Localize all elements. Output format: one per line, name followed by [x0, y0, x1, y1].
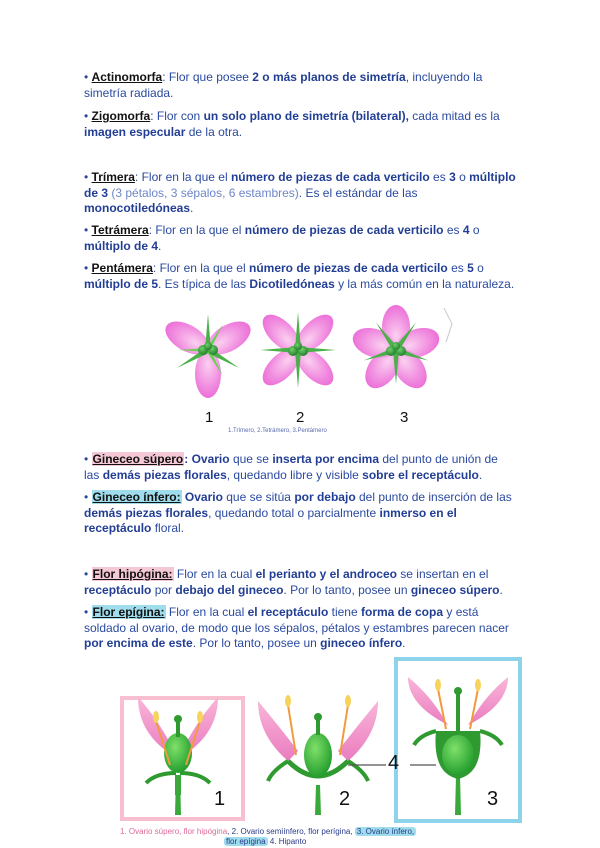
flower-pentamero — [349, 305, 452, 395]
figure2-label-2: 2 — [339, 788, 351, 810]
gineceo-infero-definition: • Gineceo ínfero: Ovario que se sitúa por debajo del punto de inserción de las demás piezas florales, quedando total o parcialmente inmerso en el receptáculo floral. — [84, 490, 512, 535]
figure2-caption-line2: flor epígina 4. Hipanto — [226, 837, 307, 846]
flor-hipogina-definition: • Flor hipógina: Flor en la cual el perianto y el androceo se insertan en el receptáculo por debajo del gineceo. Por lo tanto, posee un gineceo súpero. — [84, 567, 503, 597]
term-gineceo-supero: Gineceo súpero — [92, 452, 184, 466]
figure2-label-4: 4 — [388, 752, 400, 774]
gineceo-supero-definition: • Gineceo súpero: Ovario que se inserta por encima del punto de unión de las demás piezas florales, quedando libre y visible sobre el receptáculo. — [84, 452, 498, 482]
floral-merism-diagram — [160, 302, 460, 410]
term-tetramera: Tetrámera — [91, 223, 149, 237]
figure2-caption: 1. Ovario súpero, flor hipógina, 2. Ovario semiínfero, flor perígina, 3. Ovario ínfero, — [120, 827, 415, 836]
flor-epigina-definition: • Flor epígina: Flor en la cual el receptáculo tiene forma de copa y está soldado al ovario, de modo que los sépalos, pétalos y estambres parecen nacer por encima de este. Por lo tanto, posee un gineceo ínfero. — [84, 605, 509, 650]
tetramera-definition: • Tetrámera: Flor en la que el número de piezas de cada verticilo es 4 o múltiplo de 4. — [84, 223, 480, 253]
term-trimera: Trímera — [91, 170, 135, 184]
flower-tetramero — [256, 308, 339, 391]
pentamera-definition: • Pentámera: Flor en la que el número de piezas de cada verticilo es 5 o múltiplo de 5. Es típica de las Dicotiledóneas y la más común en la naturaleza. — [84, 261, 515, 291]
term-actinomorfa: Actinomorfa — [91, 70, 163, 84]
term-flor-hipogina: Flor hipógina: — [92, 567, 173, 581]
zigomorfa-definition: • Zigomorfa: Flor con un solo plano de simetría (bilateral), cada mitad es la imagen especular de la otra. — [84, 109, 500, 139]
figure1-label-2: 2 — [296, 409, 305, 426]
figure2-label-1: 1 — [214, 788, 226, 810]
flower-trimero — [160, 314, 256, 398]
trimera-definition: • Trímera: Flor en la que el número de piezas de cada verticilo es 3 o múltiplo de 3 (3 pétalos, 3 sépalos, 6 estambres). Es el estándar de las monocotiledóneas. — [84, 170, 516, 215]
flower-perigina — [258, 695, 386, 815]
flower-hipogina — [138, 697, 218, 815]
term-gineceo-infero: Gineceo ínfero: — [92, 490, 181, 504]
term-zigomorfa: Zigomorfa — [91, 109, 151, 123]
term-pentamera: Pentámera — [91, 261, 153, 275]
figure2-label-3: 3 — [487, 788, 499, 810]
figure1-label-1: 1 — [205, 409, 214, 426]
actinomorfa-definition: • Actinomorfa: Flor que posee 2 o más planos de simetría, incluyendo la simetría radiada. — [84, 70, 483, 100]
ovary-position-diagram — [110, 655, 530, 825]
figure1-caption: 1.Trímero, 2.Tetrámero, 3.Pentámero — [228, 428, 327, 434]
figure1-label-3: 3 — [400, 409, 409, 426]
term-flor-epigina: Flor epígina: — [92, 605, 165, 619]
